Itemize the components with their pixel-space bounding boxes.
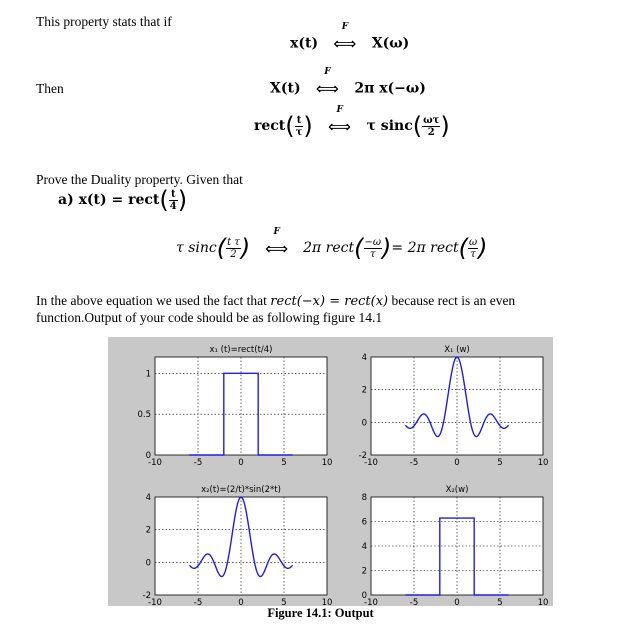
eq4-lhs-fn: τ sinc bbox=[176, 240, 217, 256]
x-tick-label: 10 bbox=[321, 458, 333, 468]
eq4-rhs-den: τ bbox=[470, 248, 476, 260]
figure-14-1 bbox=[108, 337, 553, 606]
chart-title: X₁ (w) bbox=[444, 345, 470, 355]
eq4-equals: = bbox=[391, 240, 404, 256]
x-tick-label: 0 bbox=[238, 598, 244, 606]
part-a-den: 4 bbox=[169, 200, 177, 212]
equation-3: rect( $\frac{t}{\tau}$ ) F ⟺ τ sinc( $\frac{\omega\tau}{2}$ ) bbox=[254, 104, 450, 140]
then-label: Then bbox=[36, 81, 64, 96]
x-tick-label: 10 bbox=[537, 598, 549, 606]
x-tick-label: 0 bbox=[454, 598, 460, 606]
eq1-arrow: F ⟺ bbox=[333, 22, 357, 53]
eq3-rhs-num: ωτ bbox=[423, 114, 440, 126]
y-tick-label: 4 bbox=[361, 353, 367, 363]
prove-text: Prove the Duality property. Given that bbox=[36, 172, 243, 187]
figure-caption: Figure 14.1: Output bbox=[267, 606, 374, 620]
x-tick-label: -5 bbox=[409, 598, 419, 606]
part-a-expr: x(t) = rect bbox=[78, 192, 160, 208]
y-tick-label: -2 bbox=[358, 451, 367, 461]
chart-title: x₁ (t)=rect(t/4) bbox=[209, 345, 273, 355]
y-tick-label: -2 bbox=[142, 591, 151, 601]
paragraph-line-1 bbox=[36, 293, 515, 309]
y-tick-label: 1 bbox=[145, 369, 151, 380]
eq3-lhs-den: τ bbox=[295, 126, 303, 138]
part-a-label: a) bbox=[58, 192, 74, 208]
chart-panel-1 bbox=[137, 345, 332, 468]
equation-2 bbox=[270, 67, 426, 98]
x-tick-label: 10 bbox=[321, 598, 333, 606]
x-tick-label: 10 bbox=[537, 458, 549, 468]
eq3-lhs-fn: rect bbox=[254, 118, 286, 134]
eq4-rhs-fn: 2π rect bbox=[407, 240, 459, 256]
intro-text: This property stats that if bbox=[36, 14, 172, 29]
paragraph-math: rect(−x) = rect(x) bbox=[270, 294, 389, 309]
eq4-lhs-den: 2 bbox=[230, 248, 237, 260]
part-a-num: t bbox=[169, 189, 178, 201]
y-tick-label: 2 bbox=[145, 525, 151, 536]
y-tick-label: 0.5 bbox=[137, 410, 151, 421]
eq2-lhs: X(t) bbox=[270, 80, 301, 97]
paragraph-text: In the above equation we used the fact that bbox=[36, 293, 271, 308]
x-tick-label: -10 bbox=[364, 598, 378, 606]
chart-panel-2 bbox=[359, 345, 549, 468]
y-tick-label: 0 bbox=[145, 451, 151, 461]
eq4-mid-fn: 2π rect bbox=[303, 240, 355, 256]
eq2-rhs: 2π x(−ω) bbox=[354, 80, 426, 97]
eq1-rhs: X(ω) bbox=[371, 35, 410, 52]
part-a: a) x(t) = rect( $\frac{t}{4}$ ) bbox=[58, 186, 188, 214]
equation-4: τ sinc( $\frac{\text{t τ}}{2}$ ) F ⟺ 2π rect( $\frac{-\omega}{\tau}$ )= 2π rect( $\frac{\omega}{\tau}$ ) bbox=[176, 226, 488, 262]
equation-1 bbox=[290, 22, 410, 53]
chart-title: x₂(t)=(2/t)*sin(2*t) bbox=[201, 485, 281, 495]
y-tick-label: 0 bbox=[145, 558, 151, 569]
y-tick-label: 0 bbox=[361, 418, 367, 429]
x-tick-label: 5 bbox=[281, 458, 287, 468]
eq4-rhs-num: ω bbox=[469, 236, 478, 248]
eq3-rhs-fn: τ sinc bbox=[366, 118, 413, 134]
eq3-lhs-num: t bbox=[295, 115, 304, 127]
chart-panel-4 bbox=[362, 485, 549, 606]
x-tick-label: -10 bbox=[364, 458, 378, 468]
eq2-arrow: F ⟺ bbox=[315, 67, 339, 98]
y-tick-label: 0 bbox=[361, 591, 367, 601]
y-tick-label: 4 bbox=[145, 493, 151, 503]
x-tick-label: 5 bbox=[497, 458, 503, 468]
x-tick-label: 0 bbox=[454, 458, 460, 468]
eq4-mid-num: −ω bbox=[364, 236, 382, 248]
chart-panel-3 bbox=[143, 485, 333, 606]
x-tick-label: -5 bbox=[193, 458, 203, 468]
paragraph-line-2: function.Output of your code should be as following figure 14.1 bbox=[36, 310, 383, 325]
y-tick-label: 2 bbox=[361, 385, 367, 396]
y-tick-label: 8 bbox=[361, 493, 367, 503]
eq3-rhs-den: 2 bbox=[427, 126, 435, 138]
y-tick-label: 4 bbox=[361, 542, 367, 552]
y-tick-label: 2 bbox=[361, 566, 367, 577]
eq3-arrow: F ⟺ bbox=[328, 104, 352, 136]
eq4-mid-den: τ bbox=[370, 248, 376, 260]
eq4-lhs-num: t τ bbox=[227, 236, 240, 248]
x-tick-label: -5 bbox=[193, 598, 203, 606]
paragraph-text-2: because rect is an even bbox=[388, 293, 516, 308]
x-tick-label: -10 bbox=[148, 598, 162, 606]
x-tick-label: -10 bbox=[148, 458, 162, 468]
eq1-lhs: x(t) bbox=[290, 35, 319, 52]
x-tick-label: 0 bbox=[238, 458, 244, 468]
x-tick-label: 5 bbox=[497, 598, 503, 606]
x-tick-label: 5 bbox=[281, 598, 287, 606]
x-tick-label: -5 bbox=[409, 458, 419, 468]
eq4-arrow: F ⟺ bbox=[265, 226, 289, 258]
y-tick-label: 6 bbox=[361, 517, 367, 528]
chart-title: X₂(w) bbox=[445, 485, 469, 495]
